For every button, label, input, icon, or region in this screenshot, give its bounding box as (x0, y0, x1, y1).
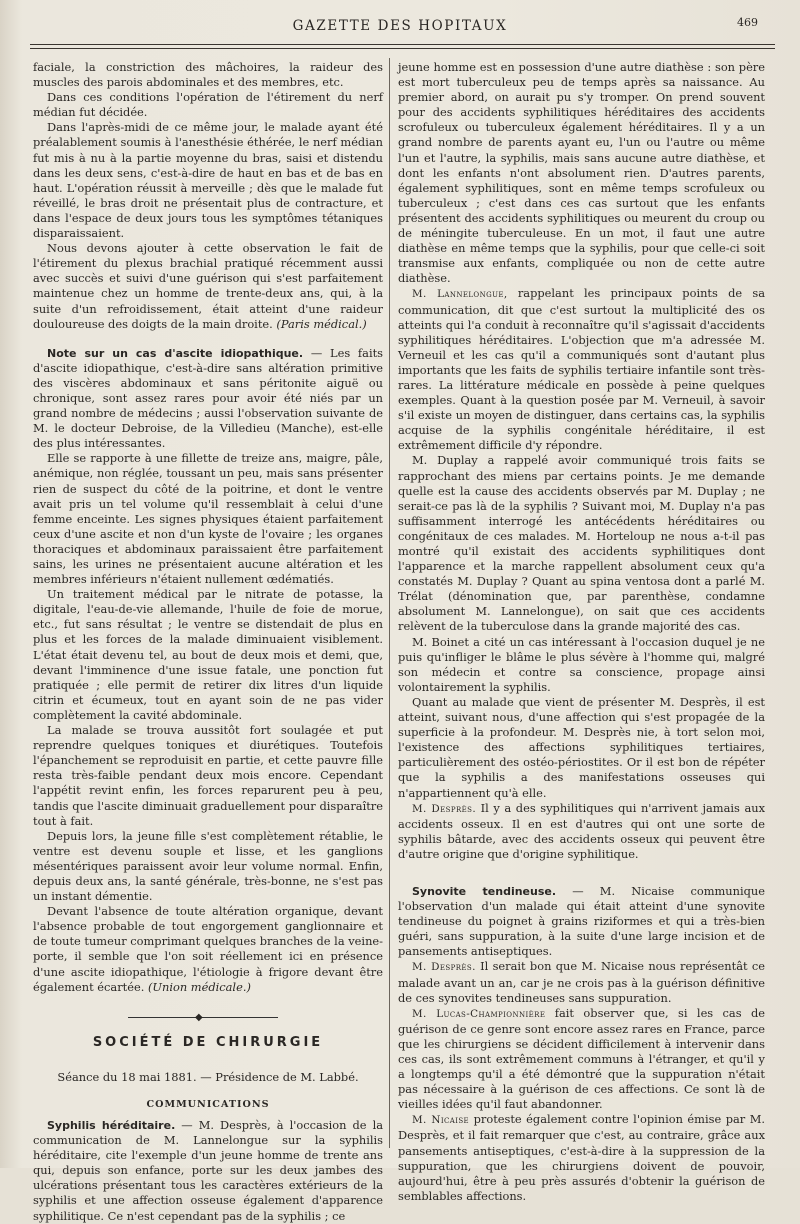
paragraph: Dans ces conditions l'opération de l'étirement du nerf médian fut décidée. (33, 90, 383, 120)
speaker-name: M. Nicaise (412, 1114, 470, 1127)
speaker-name: M. Desprès. (412, 961, 476, 974)
paragraph-text: Nous devons ajouter à cette observation le fait de l'étirement du plexus brachial pratiqué récemment aussi avec succès et suivi d'une guérison qui s'est parfaitement maintenue chez un homme de trente-deux ans, qui, à la suite d'un refroidissement, était atteint d'une raideur douloureuse des doigts de la main droite. (33, 241, 383, 331)
paragraph-text: fait observer que, si les cas de guérison de ce genre sont encore assez rares en France, parce que les chirurgiens se décident difficilement à intervenir dans ces cas, ils sont extrêmement communs à l'étranger, et qu'il y a longtemps qu'il a été démontré que la suppuration n'était pas nécessaire à la guérison de ces affections. Ce sont là de vieilles idées qu'il faut abandonner. (398, 1005, 766, 1112)
article-title: Syphilis héréditaire. (47, 1119, 176, 1132)
paragraph: La malade se trouva aussitôt fort soulagée et put reprendre quelques toniques et diurétiques. Toutefois l'épanchement se reproduisit en partie, et cette pauvre fille resta très-faible pendant deux mois encore. Cependant l'appétit revint enfin, les forces reparurent peu à peu, tandis que l'ascite diminuait graduellement pour disparaître tout à fait. (33, 723, 383, 828)
page-number: 469 (737, 16, 758, 29)
source-citation: (Union médicale.) (147, 979, 251, 994)
journal-title: GAZETTE DES HOPITAUX (292, 18, 508, 34)
paragraph-text: — M. Nicaise communique l'observation d'un malade qui était atteint d'une synovite tendineuse du poignet à grains riziformes et qui a très-bien guéri, sans suppuration, à la suite d'une large incision et de pansements antiseptiques. (398, 883, 765, 959)
paragraph (398, 286, 765, 453)
paragraph-text: — Les faits d'ascite idiopathique, c'est-à-dire sans altération primitive des viscères abdominaux et sans péritonite aiguë ou chronique, sont assez rares pour avoir été niés par un grand nombre de médecins ; aussi l'observation suivante de M. le docteur Debroise, de la Villedieu (Manche), est-elle des plus intéressantes. (33, 345, 384, 451)
paragraph (398, 801, 765, 862)
paragraph-text: proteste également contre l'opinion émise par M. Desprès, et il fait remarquer que c'est, au contraire, grâce aux pansements antiseptiques, c'est-à-dire à la suppression de la suppuration, que les chirurgiens doivent de pouvoir, aujourd'hui, être à peu près assurés d'obtenir la guérison de semblables affections. (398, 1112, 766, 1203)
paragraph (33, 1118, 383, 1224)
paragraph-text: rappelant les principaux points de sa communication, dit que c'est surtout la multiplicité des os atteints qui l'a conduit à reconnaître qu'il s'agissait d'accidents syphilitiques héréditaires. L'objection que m'a adressée M. Verneuil et les cas qu'il a communiqués sont d'autant plus importants que les faits de syphilis tertiaire infantile sont très-rares. La littérature médicale en possède à peine quelques exemples. Quant à la question posée par M. Verneuil, à savoir s'il existe un moyen de distinguer, dans certains cas, la syphilis acquise de la syphilis congénitale héréditaire, il est extrêmement difficile d'y répondre. (398, 286, 766, 453)
left-column (33, 60, 384, 1223)
paragraph-text: — M. Desprès, à l'occasion de la communication de M. Lannelongue sur la syphilis héréditaire, cite l'exemple d'un jeune homme de trente ans qui, depuis son enfance, porte sur les deux jambes des ulcérations présentant tous les caractères extérieurs de la syphilis et une affection osseuse également d'apparence syphilitique. Ce n'est cependant pas de la syphilis ; ce (33, 1118, 383, 1223)
speaker-name: M. Lannelongue, (412, 288, 508, 301)
source-citation: (Paris médical.) (276, 316, 367, 331)
paragraph: M. Boinet a cité un cas intéressant à l'occasion duquel je ne puis qu'infliger le blâme le plus sévère à l'homme qui, malgré son médecin et contre sa conscience, propage ainsi volontairement la syphilis. (398, 634, 765, 694)
paragraph (398, 1112, 765, 1204)
paragraph-text: Devant l'absence de toute altération organique, devant l'absence probable de tout engorgement ganglionnaire et de toute tumeur comprimant quelques branches de la veine-porte, il semble que l'on soit réellement ici en présence d'une ascite idiopathique, l'étiologie à frigore devant être également écartée. (33, 904, 383, 994)
paragraph: M. Duplay a rappelé avoir communiqué trois faits se rapprochant des miens par certains points. Je me demande quelle est la cause des accidents observés par M. Duplay ; ne serait-ce pas là de la syphilis ? Suivant moi, M. Duplay n'a pas suffisamment interrogé les antécédents héréditaires ou congénitaux de ces malades. M. Horteloup ne nous a-t-il pas montré qu'il existait des accidents syphilitiques dont l'apparence et la marche rappellent absolument ceux qu'a constatés M. Duplay ? Quant au spina ventosa dont a parlé M. Trélat (dénomination que, par parenthèse, condamne absolument M. Lannelongue), on sait que ces accidents relèvent de la tuberculose dans la grande majorité des cas. (398, 453, 765, 634)
paragraph-text: Il serait bon que M. Nicaise nous représentât ce malade avant un an, car je ne crois pas à la guérison définitive de ces synovites tendineuses sans suppuration. (398, 959, 766, 1005)
paragraph: faciale, la constriction des mâchoires, la raideur des muscles des parois abdominales et des membres, etc. (33, 60, 383, 90)
paragraph: Dans l'après-midi de ce même jour, le malade ayant été préalablement soumis à l'anesthésie éthérée, le nerf médian fut mis à nu à la partie moyenne du bras, saisi et distendu dans les deux sens, c'est-à-dire de haut en bas et de bas en haut. L'opération réussit à merveille ; dès que le malade fut réveillé, le bras droit ne présentait plus de contracture, et dans l'espace de deux jours tous les symptômes tétaniques disparaissaient. (33, 120, 383, 241)
paragraph: Quant au malade que vient de présenter M. Desprès, il est atteint, suivant nous, d'une affection qui s'est propagée de la superficie à la profondeur. M. Desprès nie, à tort selon moi, l'existence des affections syphilitiques tertiaires, particulièrement des ostéo-périostites. Or il est bon de répéter que la syphilis a des manifestations osseuses qui n'appartiennent qu'à elle. (398, 694, 765, 800)
section-heading: SOCIÉTÉ DE CHIRURGIE (92, 1034, 324, 1050)
paragraph (33, 241, 383, 332)
paragraph (398, 1006, 765, 1113)
article-title: Note sur un cas d'ascite idiopathique. (47, 346, 304, 360)
speaker-name: M. Desprès. (412, 802, 477, 815)
paragraph (398, 959, 765, 1005)
paragraph: Elle se rapporte à une fillette de treize ans, maigre, pâle, anémique, non réglée, toussant un peu, mais sans présenter rien de suspect du côté de la poitrine, et dont le ventre avait pris un tel volume qu'il ressemblait à celui d'une femme enceinte. Les signes physiques étaient parfaitement ceux d'une ascite et non d'un kyste de l'ovaire ; les organes thoraciques et abdominaux paraissaient être parfaitement sains, les urines ne présentaient aucune altération et les membres inférieurs n'étaient nullement œdématiés. (33, 451, 383, 587)
paragraph: Depuis lors, la jeune fille s'est complètement rétablie, le ventre est devenu souple et lisse, et les ganglions mésentériques paraissent avoir leur volume normal. Enfin, depuis deux ans, la santé générale, très-bonne, ne s'est pas un instant démentie. (33, 828, 383, 904)
speaker-name: M. Lucas-Championnière (412, 1007, 546, 1020)
section-separator: ◆ (33, 1013, 383, 1021)
header-rule-bottom (30, 48, 775, 49)
paragraph: Un traitement médical par le nitrate de potasse, la digitale, l'eau-de-vie allemande, l'huile de foie de morue, etc., fut sans résultat ; le ventre se distendait de plus en plus et les forces de la malade diminuaient visiblement. L'état était devenu tel, au bout de deux mois et demi, que, devant l'imminence d'une issue fatale, une ponction fut pratiquée ; elle permit de retirer dix litres d'un liquide citrin et écumeux, tout en ayant soin de ne pas vider complètement la cavité abdominale. (33, 587, 383, 722)
paragraph: jeune homme est en possession d'une autre diathèse : son père est mort tuberculeux peu de temps après sa naissance. Au premier abord, on aurait pu s'y tromper. On prend souvent pour des accidents syphilitiques héréditaires des accidents scrofuleux ou tuberculeux également héréditaires. Il y a un grand nombre de parents ayant eu, l'un ou l'autre ou même l'un et l'autre, la syphilis, mais sans aucune autre diathèse, et dont les enfants n'ont absolument rien. D'autres parents, également syphilitiques, sont en même temps scrofuleux ou tuberculeux ; c'est dans ces cas surtout que les enfants présentent des accidents syphilitiques ou meurent du croup ou de méningite tuberculeuse. En un mot, il faut une autre diathèse en même temps que la syphilis, pour que celle-ci soit transmise aux enfants, compliquée ou non de cette autre diathèse. (398, 60, 765, 286)
page-header (30, 14, 770, 36)
subsection-heading: COMMUNICATIONS (146, 1098, 270, 1110)
right-column (398, 60, 766, 1203)
header-rule-top (30, 44, 775, 45)
paragraph-text: Il y a des syphilitiques qui n'arrivent jamais aux accidents osseux. Il en est d'autres qui ont une sorte de syphilis bâtarde, avec des accidents osseux qui peuvent être d'autre origine que d'origine syphilitique. (398, 800, 765, 861)
column-divider (389, 58, 390, 1148)
session-line: Séance du 18 mai 1881. — Présidence de M. Labbé. (57, 1069, 359, 1084)
paragraph (398, 884, 765, 959)
paragraph (33, 904, 383, 995)
article-title: Synovite tendineuse. (412, 884, 557, 898)
paragraph (33, 346, 383, 452)
